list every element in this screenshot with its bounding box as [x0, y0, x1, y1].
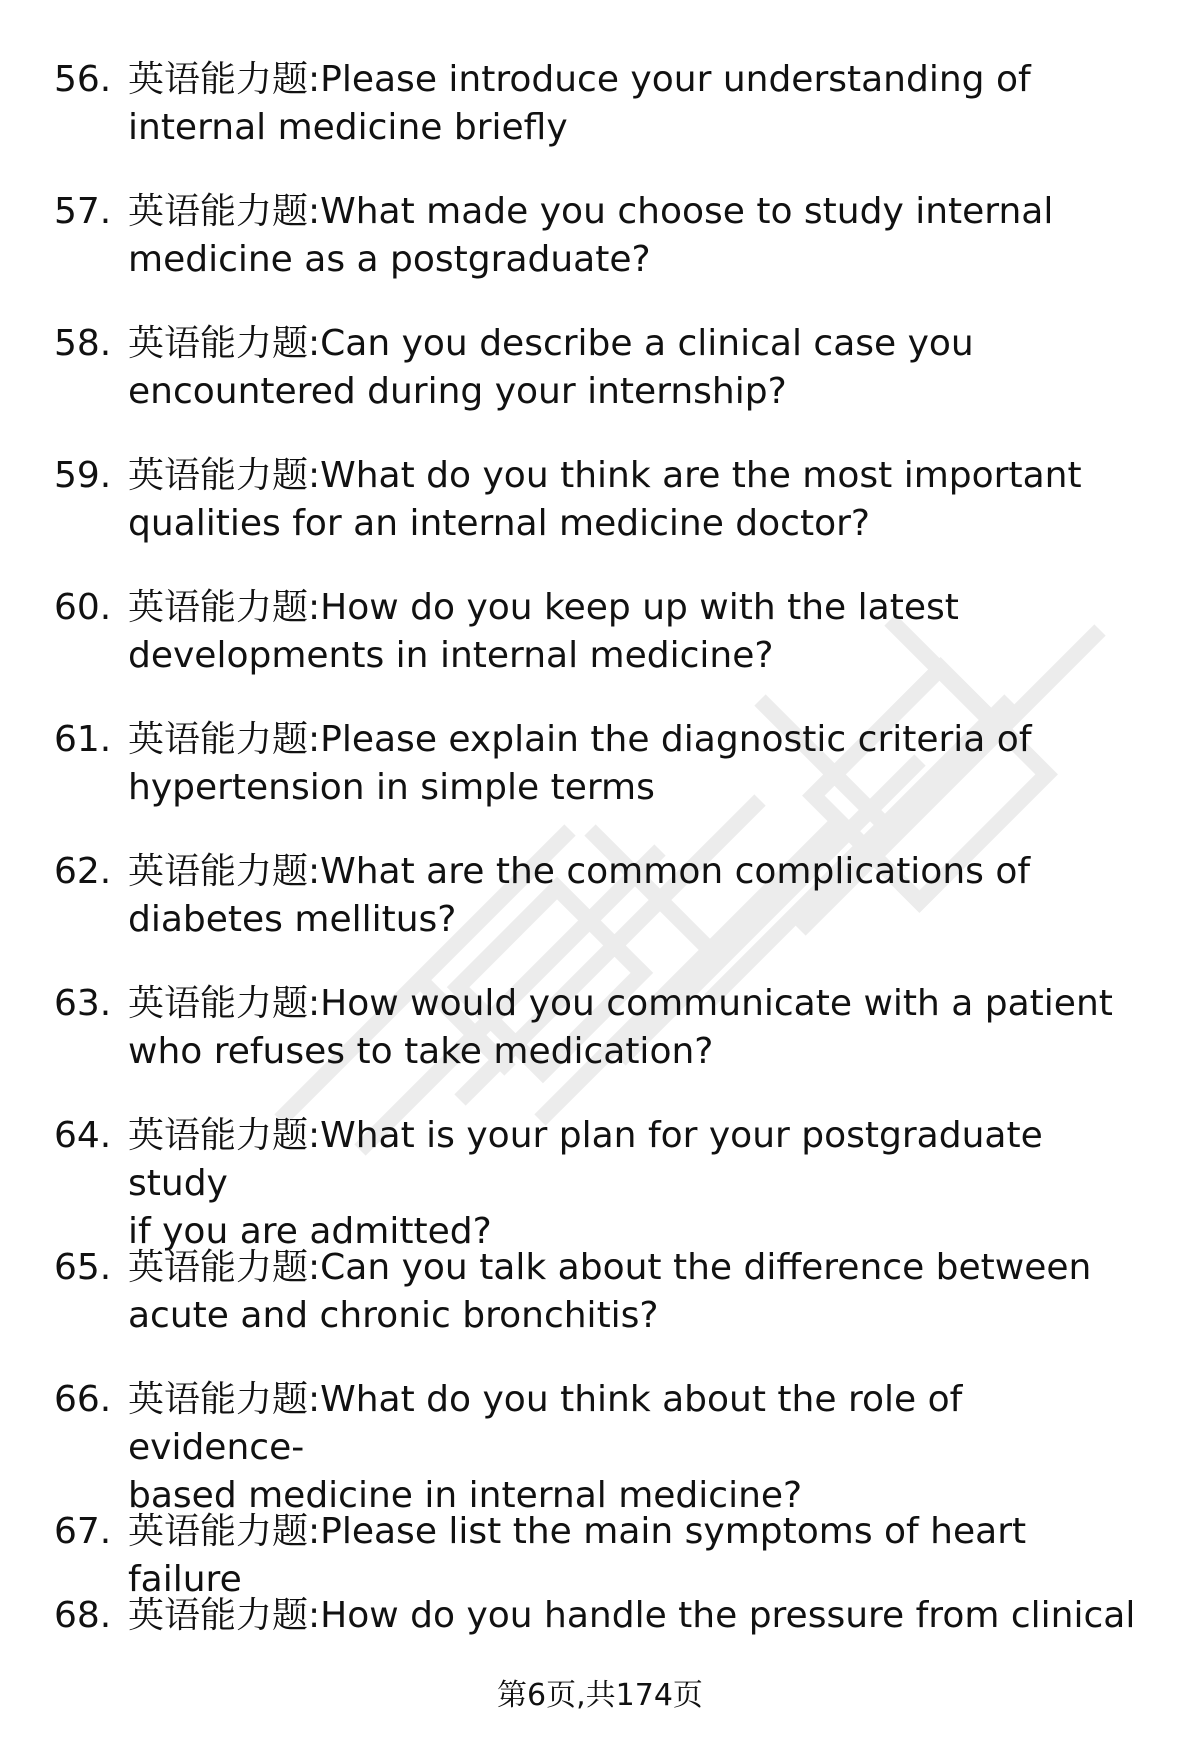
- question-number: 66.: [54, 1379, 112, 1420]
- question-prefix: 英语能力题:: [128, 983, 321, 1024]
- question-prefix: 英语能力题:: [128, 455, 321, 496]
- question-text: How would you communicate with a patient who refuses to take medication?: [128, 983, 1113, 1072]
- question-text: What are the common complications of diabetes mellitus?: [128, 851, 1031, 940]
- question-number: 60.: [54, 587, 112, 628]
- question-text: Please list the main symptoms of heart failure: [128, 1511, 1027, 1600]
- question-item: [0, 452, 1200, 584]
- question-text: Please introduce your understanding of internal medicine briefly: [128, 59, 1031, 148]
- question-item: [0, 848, 1200, 980]
- question-text-block: [128, 1376, 1138, 1520]
- question-text-block: [128, 980, 1138, 1076]
- question-number: 63.: [54, 983, 112, 1024]
- question-text: What made you choose to study internal medicine as a postgraduate?: [128, 191, 1054, 280]
- question-text-block: [128, 320, 1138, 416]
- question-text-block: [128, 1508, 1138, 1604]
- question-prefix: 英语能力题:: [128, 1595, 321, 1636]
- question-item: [0, 1244, 1200, 1376]
- question-text-block: [128, 584, 1138, 680]
- question-prefix: 英语能力题:: [128, 59, 321, 100]
- question-item: [0, 188, 1200, 320]
- question-item: [0, 980, 1200, 1112]
- question-text: How do you keep up with the latest developments in internal medicine?: [128, 587, 959, 676]
- question-text-block: [128, 188, 1138, 284]
- question-text-block: [128, 56, 1138, 152]
- question-item: [0, 320, 1200, 452]
- question-number: 57.: [54, 191, 112, 232]
- question-prefix: 英语能力题:: [128, 1379, 321, 1420]
- question-text-block: [128, 1112, 1138, 1256]
- question-prefix: 英语能力题:: [128, 1115, 321, 1156]
- question-text: Please explain the diagnostic criteria of hypertension in simple terms: [128, 719, 1032, 808]
- question-prefix: 英语能力题:: [128, 719, 321, 760]
- question-text: What do you think are the most important qualities for an internal medicine doctor?: [128, 455, 1082, 544]
- question-prefix: 英语能力题:: [128, 191, 321, 232]
- question-prefix: 英语能力题:: [128, 587, 321, 628]
- question-text-block: [128, 716, 1138, 812]
- page-number-footer: 第6页,共174页: [497, 1678, 703, 1713]
- question-text: What is your plan for your postgraduate study if you are admitted?: [128, 1115, 1043, 1252]
- question-item: [0, 1112, 1200, 1252]
- question-number: 59.: [54, 455, 112, 496]
- question-text: How do you handle the pressure from clinical: [320, 1595, 1136, 1636]
- question-item: [0, 584, 1200, 716]
- question-text: What do you think about the role of evidence- based medicine in internal medicine?: [128, 1379, 963, 1516]
- question-item: [0, 56, 1200, 188]
- question-number: 64.: [54, 1115, 112, 1156]
- question-prefix: 英语能力题:: [128, 1247, 321, 1288]
- question-item: [0, 1592, 1200, 1676]
- question-number: 61.: [54, 719, 112, 760]
- question-prefix: 英语能力题:: [128, 1511, 321, 1552]
- question-prefix: 英语能力题:: [128, 851, 321, 892]
- question-number: 56.: [54, 59, 112, 100]
- question-list: [0, 56, 1200, 1676]
- question-text-block: [128, 1592, 1138, 1640]
- question-number: 58.: [54, 323, 112, 364]
- question-item: [0, 1508, 1200, 1600]
- question-text: Can you talk about the difference between acute and chronic bronchitis?: [128, 1247, 1092, 1336]
- question-prefix: 英语能力题:: [128, 323, 321, 364]
- question-number: 68.: [54, 1595, 112, 1636]
- question-number: 65.: [54, 1247, 112, 1288]
- question-text-block: [128, 848, 1138, 944]
- question-text: Can you describe a clinical case you encountered during your internship?: [128, 323, 974, 412]
- question-text-block: [128, 452, 1138, 548]
- question-number: 67.: [54, 1511, 112, 1552]
- question-text-block: [128, 1244, 1138, 1340]
- question-item: [0, 1376, 1200, 1516]
- question-number: 62.: [54, 851, 112, 892]
- question-item: [0, 716, 1200, 848]
